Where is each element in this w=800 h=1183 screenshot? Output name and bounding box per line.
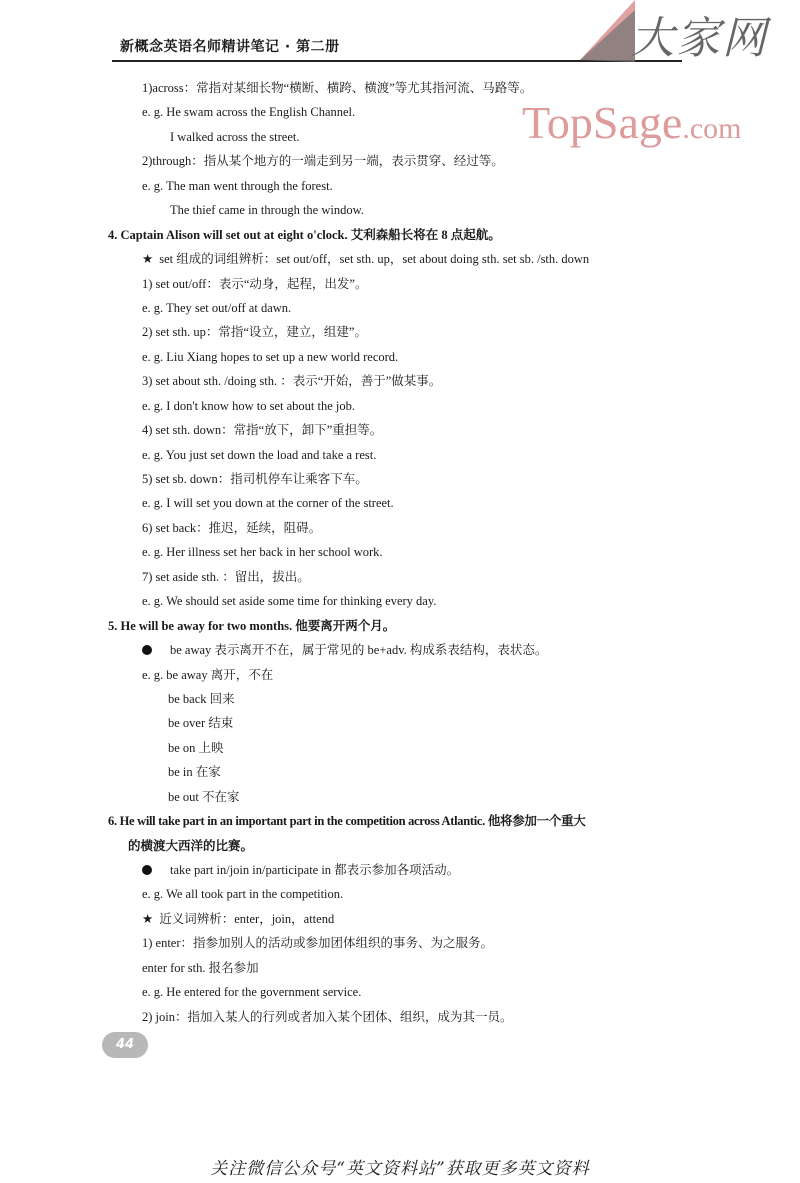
running-header: 新概念英语名师精讲笔记 · 第二册: [120, 39, 340, 55]
text-line: 3) set about sth. /doing sth. ：表示“开始，善于”做某事。: [142, 374, 442, 389]
example-line: be over 结束: [168, 716, 234, 731]
section-heading-4: 4. Captain Alison will set out at eight o'clock. 艾利森船长将在 8 点起航。: [108, 227, 501, 242]
text-line: 7) set aside sth. ：留出，拔出。: [142, 569, 310, 584]
example-line: The thief came in through the window.: [170, 203, 364, 218]
bullet-icon: [142, 865, 152, 875]
text-line: 2) join：指加入某人的行列或者加入某个团体、组织，成为其一员。: [142, 1009, 513, 1024]
example-line: e. g. The man went through the forest.: [142, 178, 333, 193]
star-icon: ★: [142, 252, 154, 267]
example-line: I walked across the street.: [170, 129, 300, 144]
watermark-en: TopSage.com: [522, 97, 742, 148]
section-heading-6-cont: 的横渡大西洋的比赛。: [128, 838, 254, 853]
section-heading-6: 6. He will take part in an important part in the competition across Atlantic. 他将参加一个重大: [108, 814, 586, 829]
text-line: enter for sth. 报名参加: [142, 960, 259, 975]
example-line: e. g. I will set you down at the corner of the street.: [142, 496, 394, 511]
example-line: e. g. Liu Xiang hopes to set up a new world record.: [142, 349, 399, 364]
example-line: be on 上映: [168, 740, 224, 755]
example-line: e. g. You just set down the load and take a rest.: [142, 447, 377, 462]
text-line: ★ 近义词辨析：enter，join，attend: [142, 911, 335, 926]
footer-note: 关注微信公众号“英文资料站”获取更多英文资料: [210, 1159, 590, 1179]
example-line: e. g. We all took part in the competition.: [142, 887, 344, 902]
example-line: e. g. I don't know how to set about the job.: [142, 398, 355, 413]
star-icon: ★: [142, 911, 154, 926]
example-line: be in 在家: [168, 765, 221, 780]
text-line: 2) set sth. up：常指“设立，建立，组建”。: [142, 325, 367, 340]
section-heading-5: 5. He will be away for two months. 他要离开两个月。: [108, 618, 396, 633]
text-line: 5) set sb. down：指司机停车让乘客下车。: [142, 472, 368, 486]
example-line: e. g. We should set aside some time for thinking every day.: [142, 594, 437, 609]
example-line: e. g. He entered for the government service.: [142, 985, 362, 1000]
text-line: 4) set sth. down：常指“放下，卸下”重担等。: [142, 423, 383, 438]
text-line: 6) set back：推迟，延续，阻碍。: [142, 520, 322, 535]
text-line: 1) enter：指参加别人的活动或参加团体组织的事务、为之服务。: [142, 936, 494, 951]
example-line: e. g. be away 离开，不在: [142, 667, 274, 682]
text-line: be away 表示离开不在，属于常见的 be+adv. 构成系表结构，表状态。: [0, 638, 800, 662]
example-line: e. g. They set out/off at dawn.: [142, 300, 292, 315]
text-line: 1)across：常指对某细长物“横断、横跨、横渡”等尤其指河流、马路等。: [142, 81, 533, 95]
bullet-icon: [142, 645, 152, 655]
example-line: e. g. He swam across the English Channel.: [142, 105, 356, 120]
page-body: [0, 76, 800, 1029]
text-line: take part in/join in/participate in 都表示参加各项活动。: [0, 858, 800, 882]
page-number: 44: [102, 1032, 148, 1058]
watermark-cn: 大家网: [630, 13, 768, 64]
example-line: be out 不在家: [168, 789, 240, 804]
example-line: be back 回来: [168, 691, 235, 706]
example-line: e. g. Her illness set her back in her school work.: [142, 545, 383, 560]
text-line: ★ set 组成的词组辨析：set out/off，set sth. up，set about doing sth. set sb. /sth. down: [142, 252, 590, 267]
text-line: 2)through：指从某个地方的一端走到另一端，表示贯穿、经过等。: [142, 154, 504, 169]
text-line: 1) set out/off：表示“动身，起程，出发”。: [142, 276, 368, 291]
